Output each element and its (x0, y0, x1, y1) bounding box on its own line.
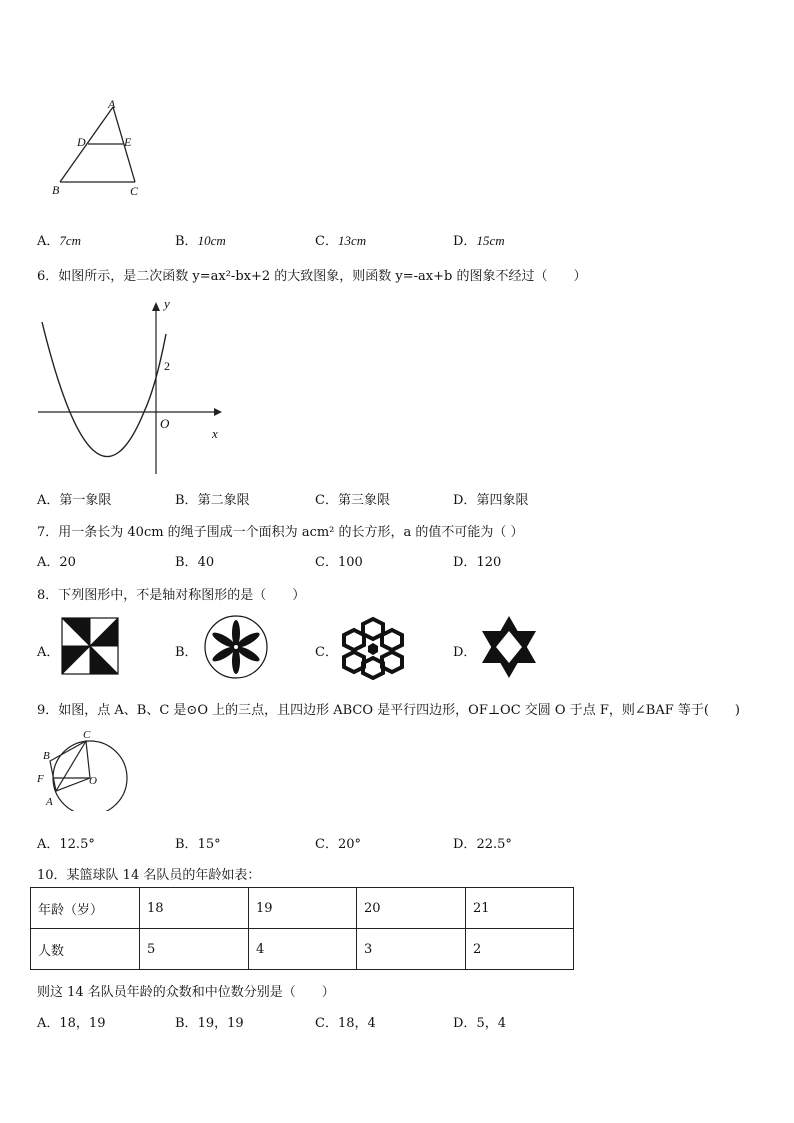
table-cell: 18 (140, 888, 249, 929)
q10-option-c[interactable]: C．18，4 (315, 1016, 376, 1031)
x-axis-arrow (214, 408, 222, 416)
label-b: B (43, 750, 50, 762)
label-e: E (124, 135, 132, 149)
q6-option-d[interactable]: D．第四象限 (453, 493, 529, 508)
q5-option-c[interactable]: C．13cm (315, 233, 367, 249)
table-cell: 21 (466, 888, 574, 929)
table-cell: 3 (357, 929, 466, 970)
parallelogram-abco (50, 741, 90, 791)
y-axis-arrow (152, 302, 160, 311)
hexagon-ring-icon[interactable] (338, 616, 408, 680)
label-f: F (37, 773, 44, 785)
star-of-david-icon[interactable] (478, 614, 540, 680)
origin-label: O (160, 416, 170, 431)
circle-parallelogram-figure (34, 727, 130, 811)
label-d: D (77, 135, 86, 149)
q8-option-d[interactable]: D． (453, 645, 477, 660)
q6-option-a[interactable]: A．第一象限 (37, 493, 112, 508)
flower-circle-icon[interactable] (203, 614, 269, 680)
x-label: x (212, 426, 218, 441)
parabola-curve (42, 322, 166, 457)
age-table (30, 887, 574, 970)
q10-option-b[interactable]: B．19，19 (175, 1016, 244, 1031)
q5-option-b[interactable]: B．10cm (175, 233, 226, 249)
parabola-graph (34, 294, 230, 478)
q5-option-a[interactable]: A．7cm (37, 233, 82, 249)
table-cell: 2 (466, 929, 574, 970)
q8-option-a[interactable]: A． (37, 645, 60, 660)
q10-followup: 则这 14 名队员年龄的众数和中位数分别是（ ） (37, 985, 335, 1000)
q6-option-b[interactable]: B．第二象限 (175, 493, 250, 508)
intercept-label: 2 (164, 359, 170, 373)
q6-option-c[interactable]: C．第三象限 (315, 493, 390, 508)
table-cell: 20 (357, 888, 466, 929)
table-cell: 5 (140, 929, 249, 970)
q10-option-d[interactable]: D．5，4 (453, 1016, 506, 1031)
q9-option-b[interactable]: B．15° (175, 837, 221, 852)
table-cell: 人数 (31, 929, 140, 970)
label-c: C (130, 184, 139, 198)
label-b: B (52, 183, 60, 197)
q8-stem: 8．下列图形中，不是轴对称图形的是（ ） (37, 588, 306, 603)
q8-option-b[interactable]: B． (175, 645, 198, 660)
q10-stem: 10．某篮球队 14 名队员的年龄如表： (37, 868, 261, 883)
y-label: y (164, 296, 170, 311)
table-cell: 年龄（岁） (31, 888, 140, 929)
q9-option-c[interactable]: C．20° (315, 837, 361, 852)
table-cell: 4 (249, 929, 357, 970)
table-row (31, 888, 574, 929)
q9-option-d[interactable]: D．22.5° (453, 837, 512, 852)
pinwheel-icon[interactable] (61, 617, 119, 675)
label-c: C (83, 729, 91, 741)
q6-stem: 6．如图所示，是二次函数 y=ax²-bx+2 的大致图象，则函数 y=-ax+b 的图象不经过（ ） (37, 269, 587, 284)
q8-option-c[interactable]: C． (315, 645, 338, 660)
label-a: A (108, 98, 116, 111)
label-o: O (89, 775, 97, 787)
q7-option-c[interactable]: C．100 (315, 555, 363, 570)
q7-option-a[interactable]: A．20 (37, 555, 76, 570)
segment-ac (56, 741, 86, 791)
label-a: A (46, 796, 53, 808)
table-cell: 19 (249, 888, 357, 929)
q9-option-a[interactable]: A．12.5° (37, 837, 95, 852)
q7-stem: 7．用一条长为 40cm 的绳子围成一个面积为 acm² 的长方形，a 的值不可能为（ ） (37, 525, 524, 540)
q9-stem: 9．如图，点 A、B、C 是⊙O 上的三点，且四边形 ABCO 是平行四边形，OF⊥OC 交圆 O 于点 F，则∠BAF 等于( ) (37, 703, 741, 718)
triangle-figure (48, 98, 148, 200)
q5-option-d[interactable]: D．15cm (453, 233, 505, 249)
table-row (31, 929, 574, 970)
q10-option-a[interactable]: A．18，19 (37, 1016, 106, 1031)
q7-option-d[interactable]: D．120 (453, 555, 502, 570)
q7-option-b[interactable]: B．40 (175, 555, 215, 570)
